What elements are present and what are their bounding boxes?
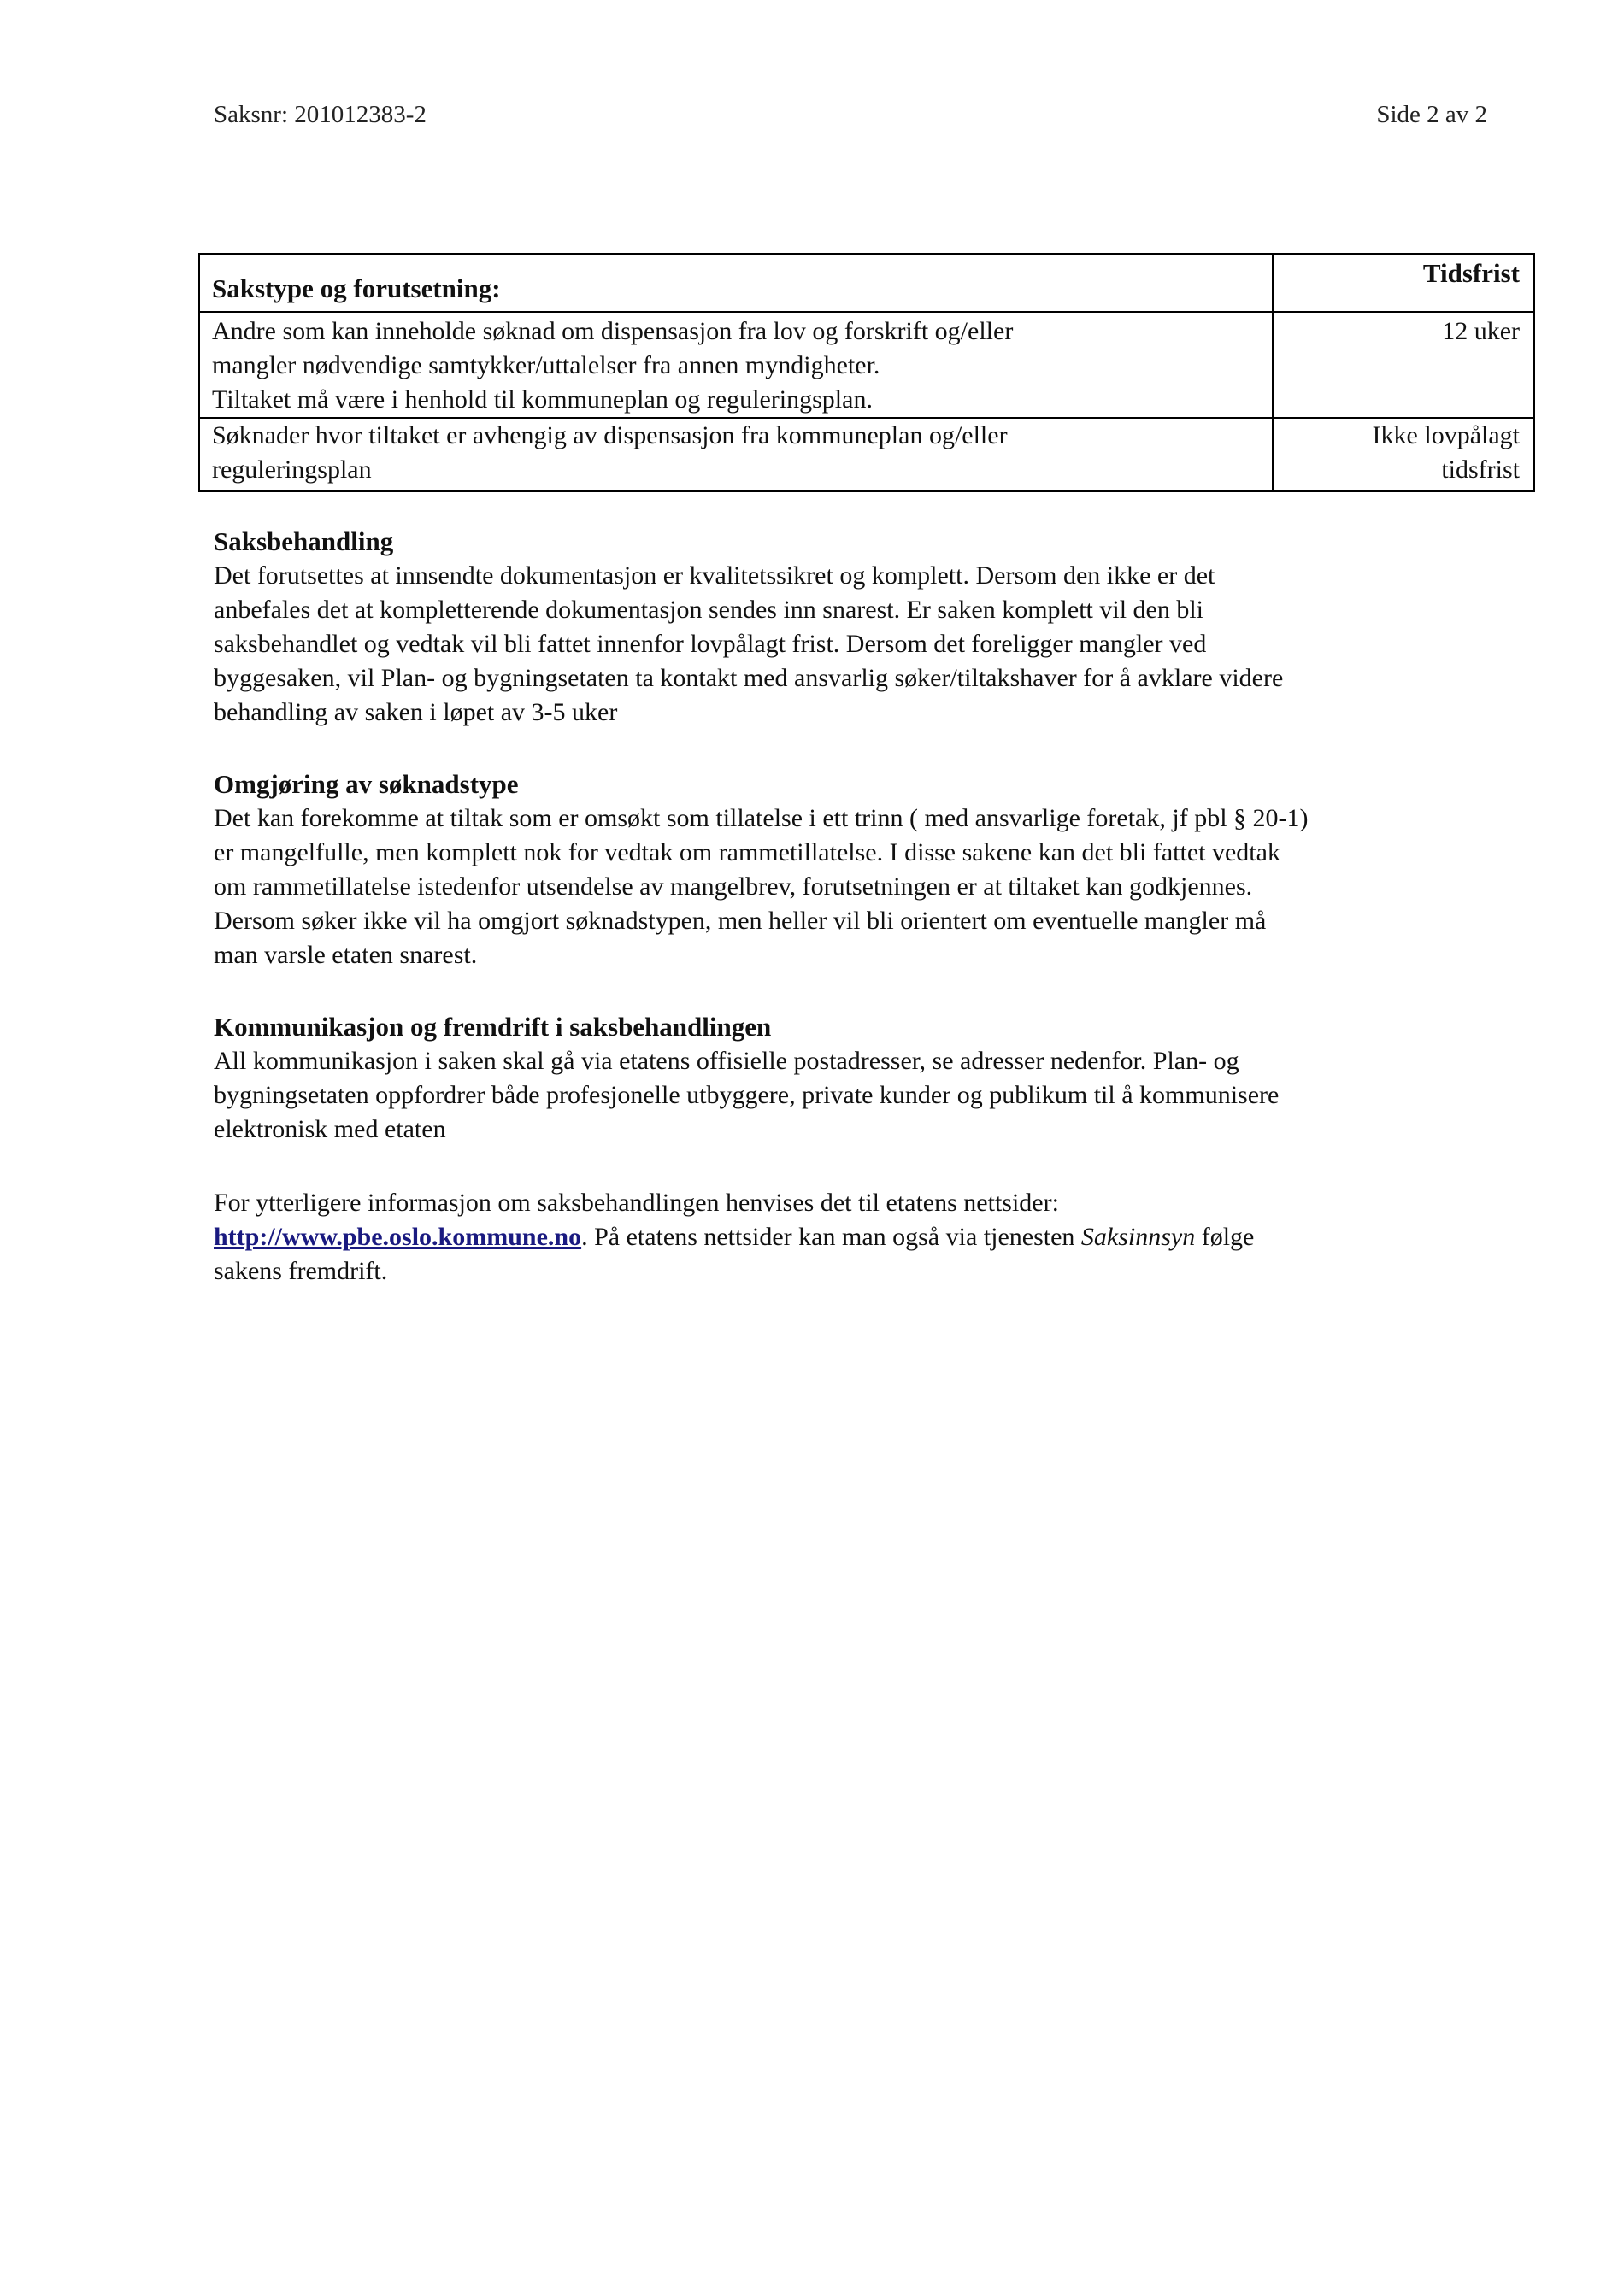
case-number: Saksnr: 201012383-2 — [214, 101, 427, 128]
table-row — [199, 312, 1534, 418]
section-heading: Omgjøring av søknadstype — [214, 769, 519, 799]
page-indicator: Side 2 av 2 — [1376, 101, 1487, 128]
text-line: reguleringsplan — [212, 455, 372, 484]
section-more-info — [214, 1186, 1496, 1289]
case-type-text — [212, 419, 1260, 487]
section-omgjoring — [214, 767, 1496, 972]
case-type-text — [212, 313, 1260, 417]
text-line: Ikke lovpålagt — [1372, 421, 1520, 449]
deadline-text — [1286, 419, 1520, 487]
text-line: Andre som kan inneholde søknad om dispensasjon fra lov og forskrift og/eller — [212, 317, 1014, 345]
text-line: man varsle etaten snarest. — [214, 941, 478, 969]
pbe-website-link[interactable]: http://www.pbe.oslo.kommune.no — [214, 1223, 582, 1251]
text-line: All kommunikasjon i saken skal gå via etatens offisielle postadresser, se adresser nedenfor. Plan- og — [214, 1047, 1239, 1075]
saksinnsyn-service-name: Saksinnsyn — [1080, 1223, 1196, 1251]
table-heading-deadline: Tidsfrist — [1422, 258, 1520, 288]
text-line: om rammetillatelse istedenfor utsendelse av mangelbrev, forutsetningen er at tiltaket kan godkjennes. — [214, 872, 1253, 901]
section-saksbehandling — [214, 525, 1496, 730]
text-line: Søknader hvor tiltaket er avhengig av dispensasjon fra kommuneplan og/eller — [212, 421, 1008, 449]
text-line: 12 uker — [1442, 317, 1520, 345]
deadline-table — [198, 253, 1535, 492]
text-fragment: . På etatens nettsider kan man også via tjenesten — [581, 1223, 1081, 1251]
text-line: behandling av saken i løpet av 3-5 uker — [214, 698, 618, 726]
text-line: sakens fremdrift. — [214, 1257, 388, 1285]
text-line-with-link — [214, 1220, 1496, 1254]
text-fragment: følge — [1195, 1223, 1255, 1251]
text-line: Dersom søker ikke vil ha omgjort søknadstypen, men heller vil bli orientert om eventuelle mangler må — [214, 907, 1267, 935]
text-line: anbefales det at kompletterende dokumentasjon sendes inn snarest. Er saken komplett vil den bli — [214, 596, 1204, 624]
text-line: byggesaken, vil Plan- og bygningsetaten ta kontakt med ansvarlig søker/tiltakshaver for å avklare videre — [214, 664, 1284, 692]
text-line: elektronisk med etaten — [214, 1115, 446, 1143]
text-line: Det forutsettes at innsendte dokumentasjon er kvalitetssikret og komplett. Dersom den ikke er det — [214, 561, 1215, 590]
text-line: tidsfrist — [1441, 455, 1520, 484]
section-heading: Saksbehandling — [214, 526, 394, 556]
table-heading-case-type: Sakstype og forutsetning: — [212, 273, 501, 303]
text-line: Det kan forekomme at tiltak som er omsøkt som tillatelse i ett trinn ( med ansvarlige foretak, jf pbl § 20-1) — [214, 804, 1309, 832]
text-line: bygningsetaten oppfordrer både profesjonelle utbyggere, private kunder og publikum til å kommunisere — [214, 1081, 1280, 1109]
text-line: mangler nødvendige samtykker/uttalelser fra annen myndigheter. — [212, 351, 880, 379]
text-line: er mangelfulle, men komplett nok for vedtak om rammetillatelse. I disse sakene kan det bli fattet vedtak — [214, 838, 1280, 866]
text-line: For ytterligere informasjon om saksbehandlingen henvises det til etatens nettsider: — [214, 1189, 1059, 1217]
section-kommunikasjon — [214, 1010, 1496, 1147]
text-line: Tiltaket må være i henhold til kommuneplan og reguleringsplan. — [212, 385, 873, 414]
deadline-text — [1286, 313, 1520, 349]
table-row — [199, 418, 1534, 491]
table-header-row — [199, 254, 1534, 312]
section-heading: Kommunikasjon og fremdrift i saksbehandlingen — [214, 1012, 772, 1042]
text-line: saksbehandlet og vedtak vil bli fattet innenfor lovpålagt frist. Dersom det foreligger mangler ved — [214, 630, 1207, 658]
